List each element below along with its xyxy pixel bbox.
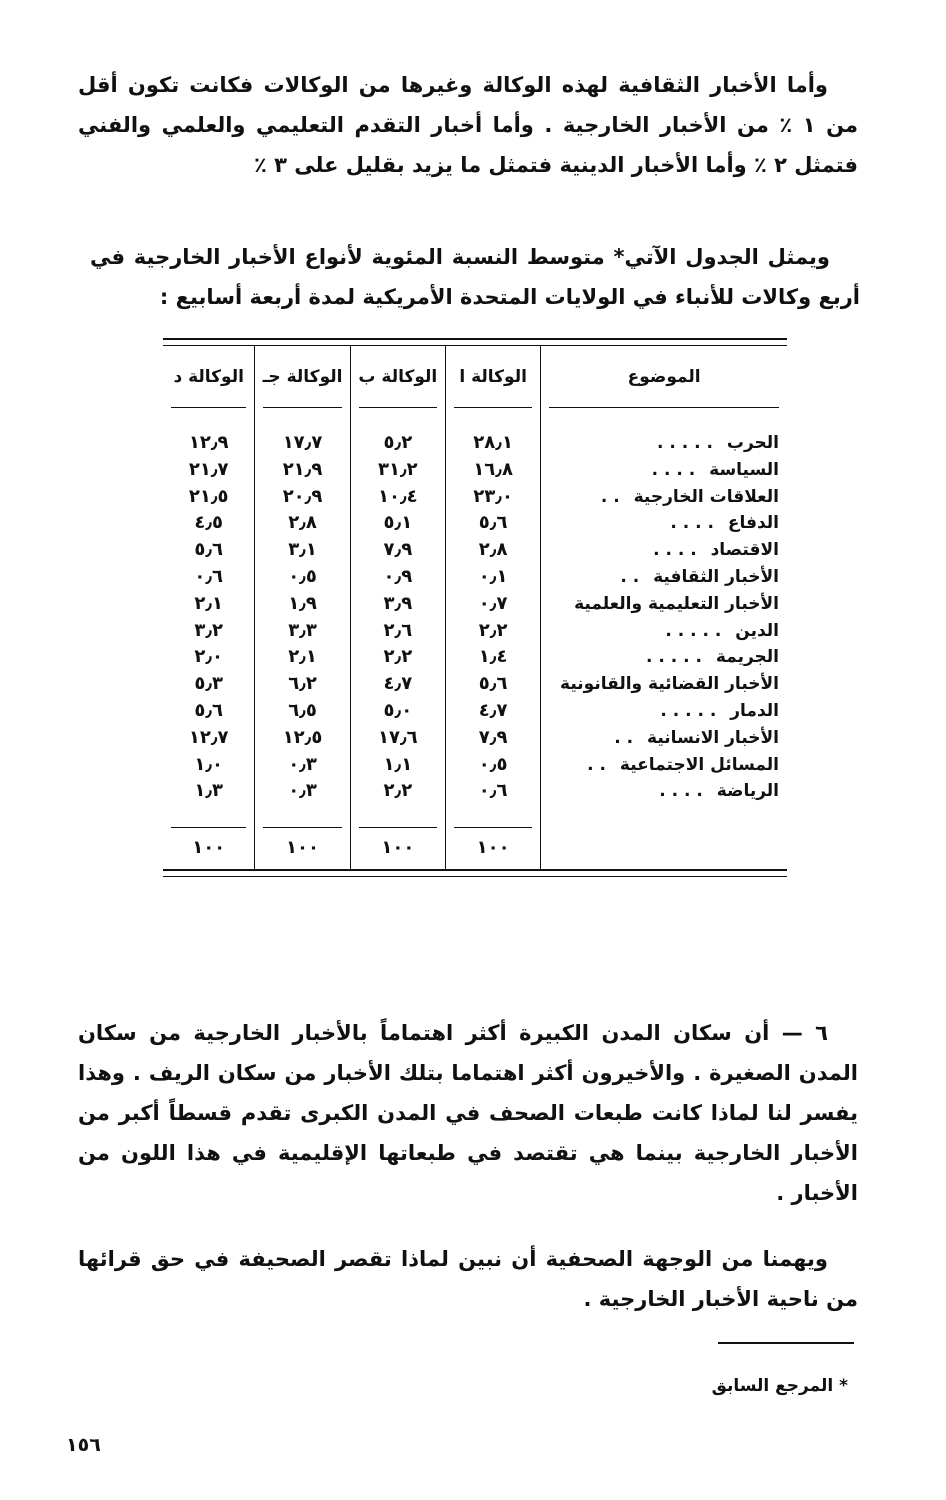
paragraph-text: ويمثل الجدول الآتي* متوسط النسبة المئوية لأنواع الأخبار الخارجية في أربع وكالات للأنباء في الولايات المتحدة الأمريكية لمدة أربعة أسابيع : xyxy=(90,245,860,309)
header-agency-a: الوكالة ا xyxy=(445,346,540,408)
footnote-divider xyxy=(718,1342,854,1344)
total-agency-a: ١٠٠ xyxy=(445,827,540,869)
table-row: المسائل الاجتماعية . . ٠٫٥ ١٫١ ٠٫٣ ١٫٠ xyxy=(163,752,787,779)
paragraph-city-readers xyxy=(78,1013,858,1213)
header-agency-c: الوكالة جـ xyxy=(255,346,350,408)
table-row: الجريمة . . . . . ١٫٤ ٢٫٢ ٢٫١ ٢٫٠ xyxy=(163,644,787,671)
table-row: الرياضة . . . . ٠٫٦ ٢٫٢ ٠٫٣ ١٫٣ xyxy=(163,778,787,805)
paragraph-cultural-news xyxy=(78,65,858,185)
table-top-rule xyxy=(163,338,787,346)
table-row: الاقتصاد . . . . ٢٫٨ ٧٫٩ ٣٫١ ٥٫٦ xyxy=(163,537,787,564)
total-agency-c: ١٠٠ xyxy=(255,827,350,869)
table-row: الأخبار الانسانية . . ٧٫٩ ١٧٫٦ ١٢٫٥ ١٢٫٧ xyxy=(163,725,787,752)
paragraph-table-intro xyxy=(90,237,860,317)
table-row: السياسة . . . . ١٦٫٨ ٣١٫٢ ٢١٫٩ ٢١٫٧ xyxy=(163,457,787,484)
table-bottom-rule xyxy=(163,869,787,877)
total-agency-d: ١٠٠ xyxy=(163,827,255,869)
totals-label-empty xyxy=(541,827,787,869)
header-agency-d: الوكالة د xyxy=(163,346,255,408)
table-row: الأخبار القضائية والقانونية ٥٫٦ ٤٫٧ ٦٫٢ ٥٫٣ xyxy=(163,671,787,698)
table-header-row xyxy=(163,346,787,408)
page-number: ١٥٦ xyxy=(66,1434,101,1456)
table-row: الدين . . . . . ٢٫٢ ٢٫٦ ٣٫٣ ٣٫٢ xyxy=(163,618,787,645)
footnote: * المرجع السابق xyxy=(711,1376,848,1396)
data-table xyxy=(163,346,787,869)
header-topic: الموضوع xyxy=(541,346,787,408)
table-row: الدمار . . . . . ٤٫٧ ٥٫٠ ٦٫٥ ٥٫٦ xyxy=(163,698,787,725)
paragraph-text: ويهمنا من الوجهة الصحفية أن نبين لماذا تقصر الصحيفة في حق قرائها من ناحية الأخبار الخارجية . xyxy=(78,1247,858,1311)
paragraph-text: ٦ — أن سكان المدن الكبيرة أكثر اهتماماً بالأخبار الخارجية من سكان المدن الصغيرة . والأخيرون أكثر اهتماما بتلك الأخبار من سكان الريف . وهذا يفسر لنا لماذا كانت طبعات الصحف في المدن الكبرى تقدم قسطاً أكبر من الأخبار الخارجية بينما هي تقتصد في طبعاتها الإقليمية في هذا اللون من الأخبار . xyxy=(78,1021,858,1205)
total-agency-b: ١٠٠ xyxy=(350,827,445,869)
paragraph-conclusion xyxy=(78,1239,858,1319)
paragraph-text: وأما الأخبار الثقافية لهذه الوكالة وغيرها من الوكالات فكانت تكون أقل من ١ ٪ من الأخبار الخارجية . وأما أخبار التقدم التعليمي والعلمي والفني فتمثل ٢ ٪ وأما الأخبار الدينية فتمثل ما يزيد بقليل على ٣ ٪ xyxy=(78,73,858,177)
table-row: الأخبار الثقافية . . ٠٫١ ٠٫٩ ٠٫٥ ٠٫٦ xyxy=(163,564,787,591)
spacer-row xyxy=(163,408,787,430)
table-row: العلاقات الخارجية . . ٢٣٫٠ ١٠٫٤ ٢٠٫٩ ٢١٫٥ xyxy=(163,484,787,511)
table-row: الحرب . . . . . ٢٨٫١ ٥٫٢ ١٧٫٧ ١٢٫٩ xyxy=(163,430,787,457)
table-row: الأخبار التعليمية والعلمية ٠٫٧ ٣٫٩ ١٫٩ ٢٫١ xyxy=(163,591,787,618)
header-agency-b: الوكالة ب xyxy=(350,346,445,408)
news-types-table xyxy=(163,338,787,877)
totals-row xyxy=(163,827,787,869)
table-row: الدفاع . . . . ٥٫٦ ٥٫١ ٢٫٨ ٤٫٥ xyxy=(163,510,787,537)
spacer-row xyxy=(163,805,787,827)
